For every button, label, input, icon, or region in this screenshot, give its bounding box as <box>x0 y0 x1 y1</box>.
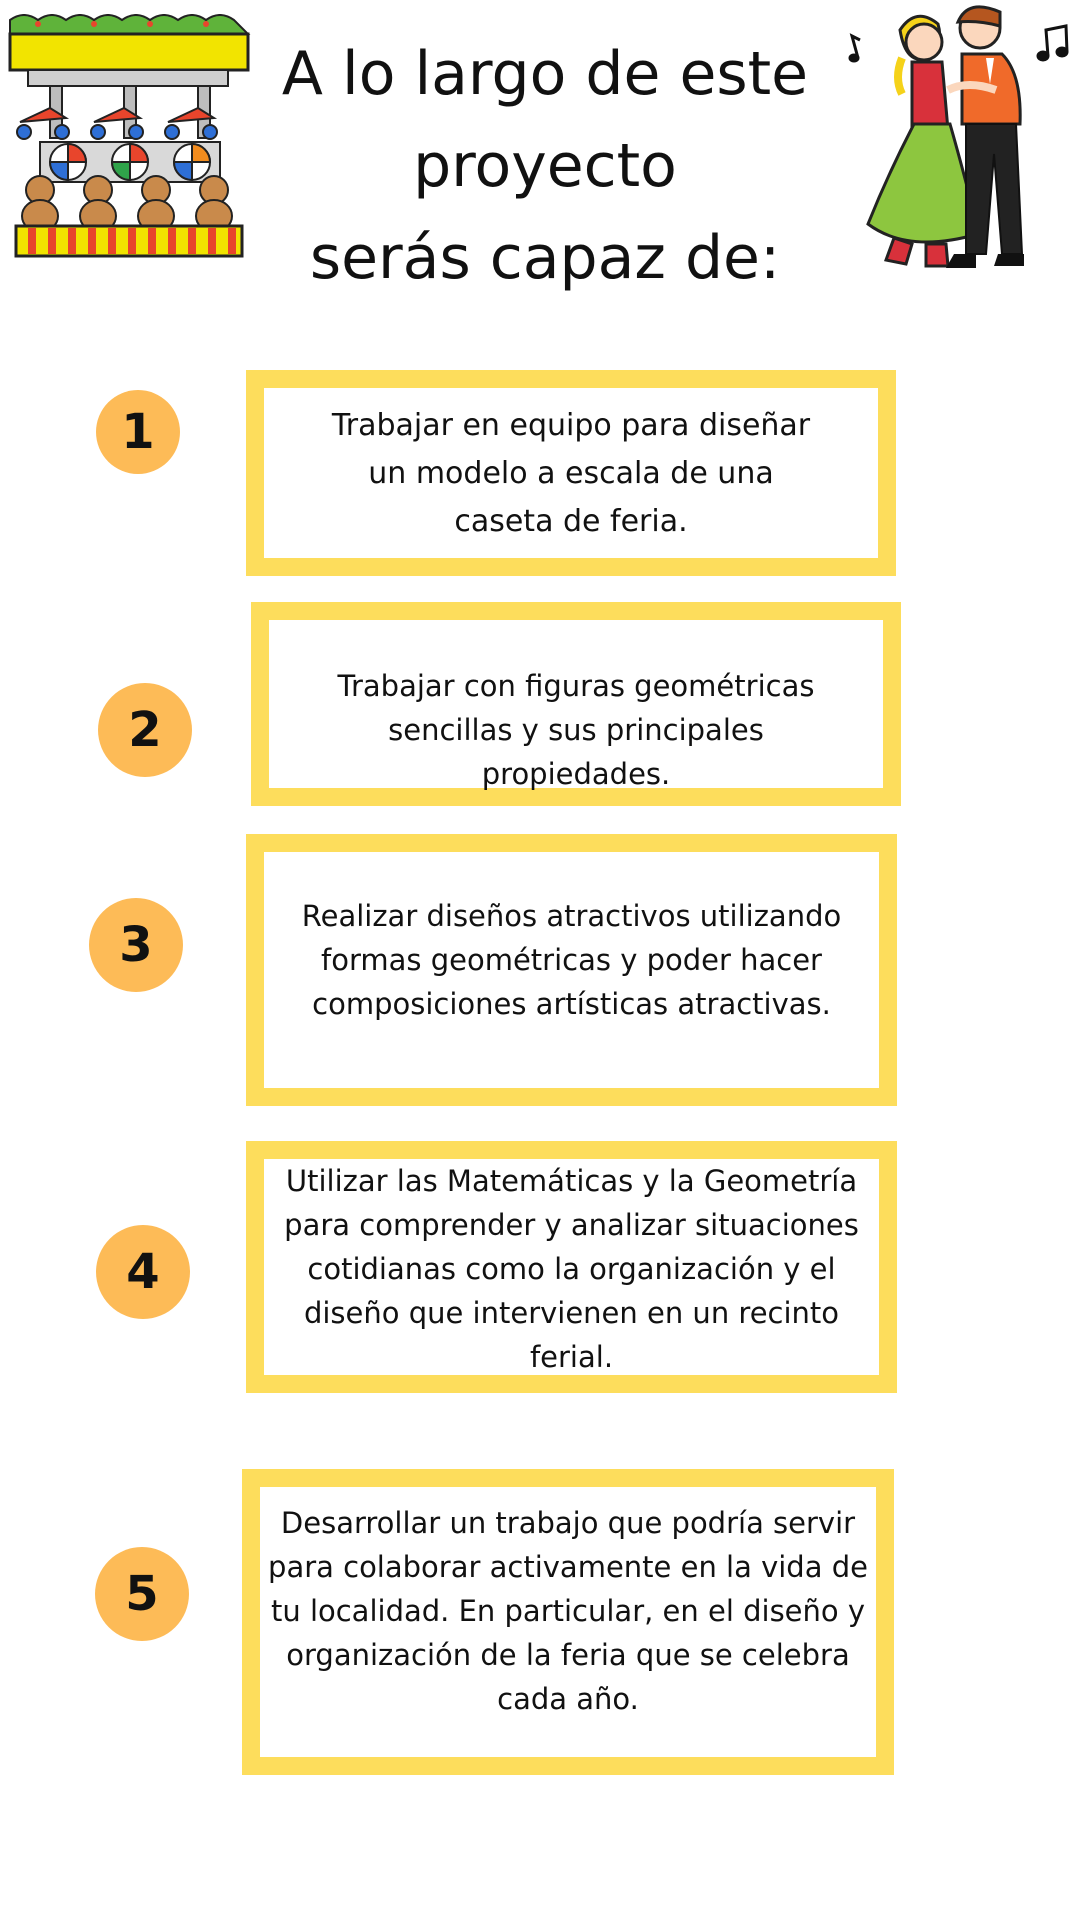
goal-text-2: Trabajar con figuras geométricas sencillas y sus principales propiedades. <box>337 669 815 791</box>
title-line-2: proyecto <box>413 131 677 201</box>
step-badge-4: 4 <box>96 1225 190 1319</box>
goal-text-4: Utilizar las Matemáticas y la Geometría para comprender y analizar situaciones cotidianas como la organización y el diseño que intervienen en un recinto ferial. <box>284 1164 859 1374</box>
goal-card-2 <box>251 602 901 806</box>
title-line-3: serás capaz de: <box>309 223 781 293</box>
title-line-1: A lo largo de este <box>281 39 809 109</box>
goal-text-5: Desarrollar un trabajo que podría servir para colaborar activamente en la vida de tu localidad. En particular, en el diseño y organización de la feria que se celebra cada año. <box>268 1506 868 1716</box>
goal-card-5 <box>242 1469 894 1775</box>
goal-card-1 <box>246 370 896 576</box>
step-badge-5: 5 <box>95 1547 189 1641</box>
goal-card-4 <box>246 1141 897 1393</box>
step-badge-1: 1 <box>96 390 180 474</box>
step-badge-3: 3 <box>89 898 183 992</box>
dancing-couple-icon <box>830 0 1080 280</box>
fairground-stall-icon <box>6 14 254 260</box>
goal-text-1: Trabajar en equipo para diseñar un modelo a escala de una caseta de feria. <box>331 408 811 539</box>
goal-card-3 <box>246 834 897 1106</box>
page-title <box>250 28 840 304</box>
step-badge-2: 2 <box>98 683 192 777</box>
goal-text-3: Realizar diseños atractivos utilizando formas geométricas y poder hacer composiciones artísticas atractivas. <box>301 899 842 1021</box>
